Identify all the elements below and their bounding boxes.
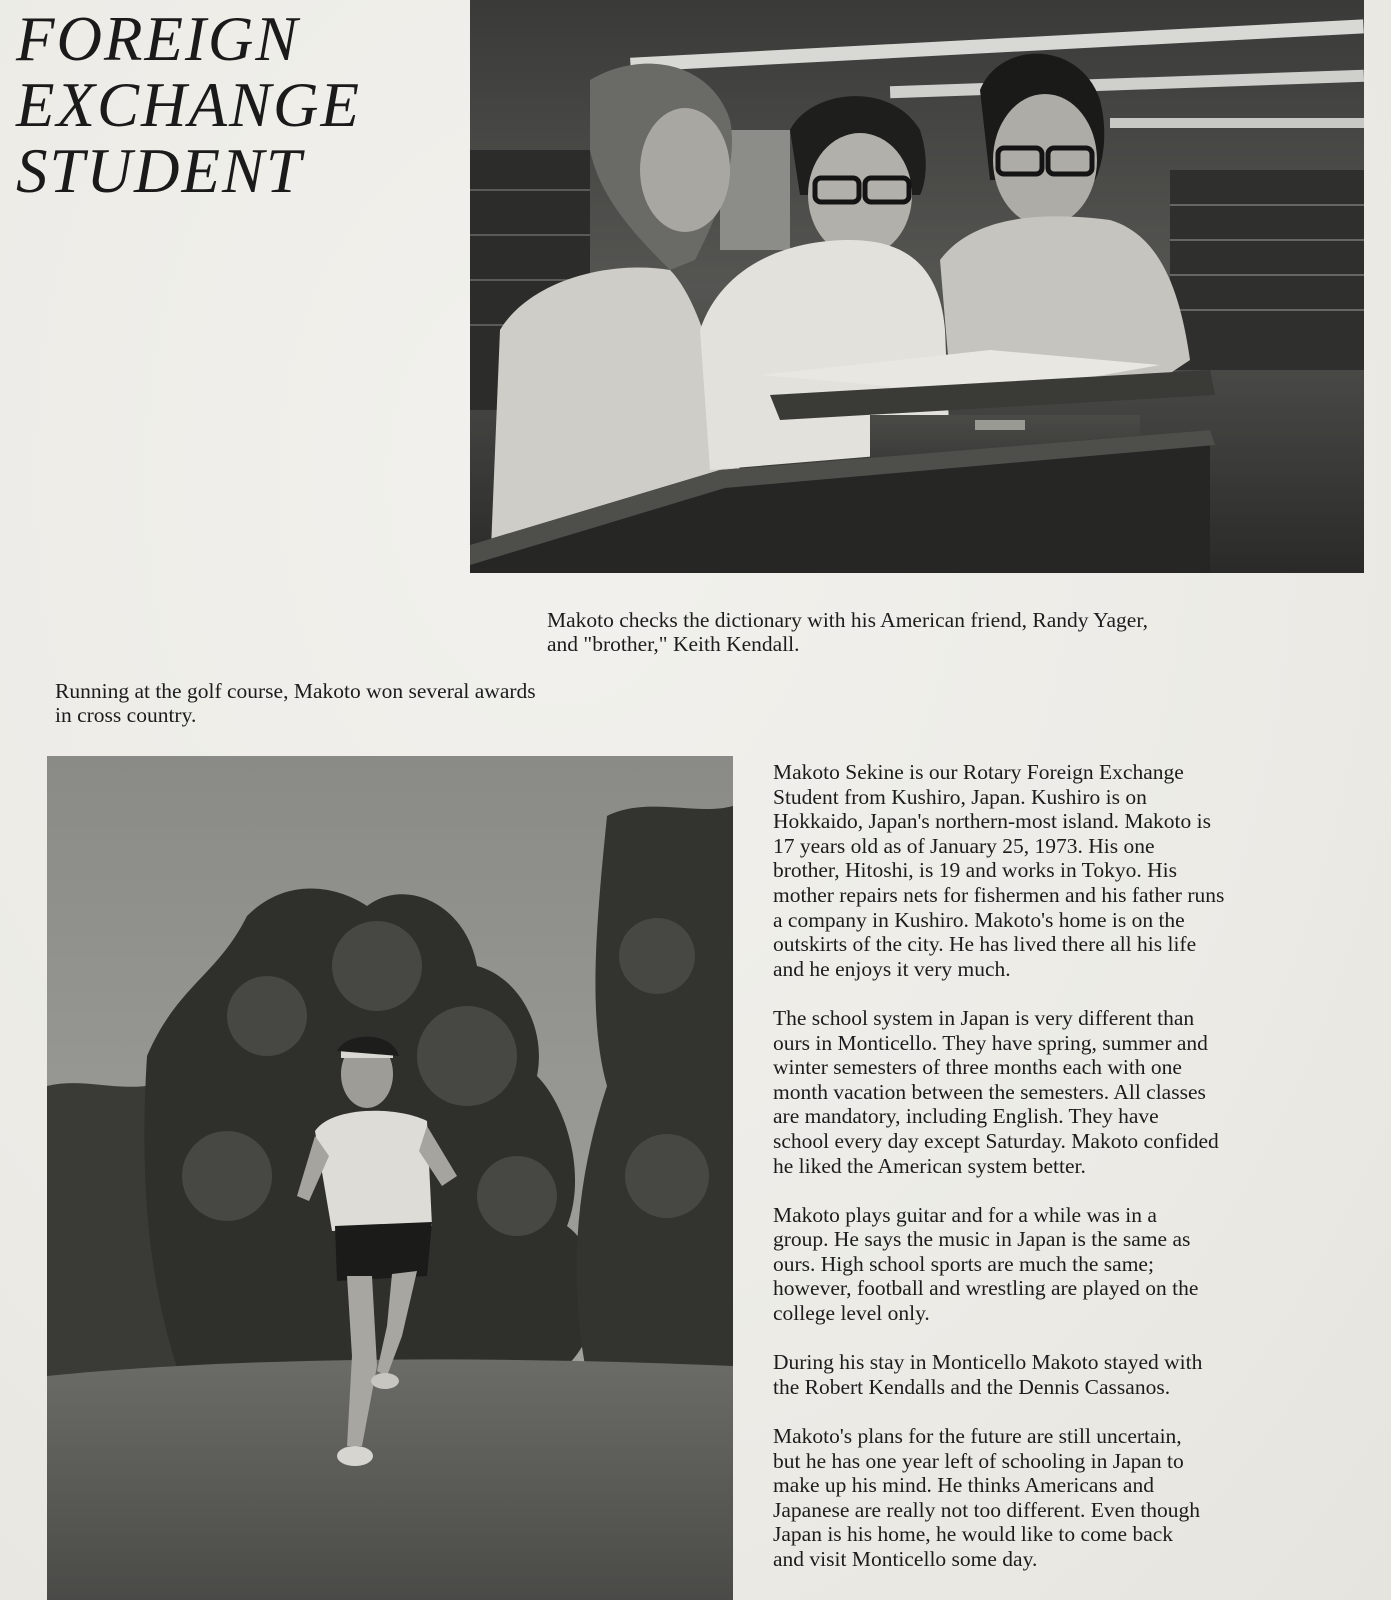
library-photo-illustration	[470, 0, 1364, 573]
text-line: During his stay in Monticello Makoto stayed with	[773, 1350, 1203, 1375]
text-line: Japan is his home, he would like to come back	[773, 1522, 1174, 1547]
text-line: but he has one year left of schooling in Japan to	[773, 1448, 1184, 1473]
text-line: The school system in Japan is very different than	[773, 1005, 1195, 1030]
article-paragraph-5	[773, 1424, 1373, 1572]
caption-line: in cross country.	[55, 703, 197, 727]
text-line: Makoto's plans for the future are still uncertain,	[773, 1424, 1182, 1449]
runner-photo-caption	[55, 679, 536, 727]
text-line: a company in Kushiro. Makoto's home is on the	[773, 907, 1185, 932]
text-line: make up his mind. He thinks Americans and	[773, 1473, 1154, 1498]
text-line: Makoto Sekine is our Rotary Foreign Exchange	[773, 760, 1184, 784]
article-paragraph-3	[773, 1203, 1373, 1326]
title-line-1: FOREIGN	[16, 4, 300, 74]
caption-line: and "brother," Keith Kendall.	[547, 632, 800, 656]
text-line: mother repairs nets for fishermen and his father runs	[773, 882, 1225, 907]
text-line: he liked the American system better.	[773, 1153, 1086, 1178]
text-line: winter semesters of three months each with one	[773, 1055, 1182, 1080]
text-line: Hokkaido, Japan's northern-most island. Makoto is	[773, 809, 1211, 834]
article-body	[773, 760, 1373, 1596]
text-line: month vacation between the semesters. All classes	[773, 1079, 1206, 1104]
article-paragraph-2	[773, 1006, 1373, 1178]
text-line: college level only.	[773, 1301, 930, 1326]
title-line-2: EXCHANGE	[16, 70, 361, 140]
text-line: school every day except Saturday. Makoto confided	[773, 1128, 1219, 1153]
article-paragraph-4	[773, 1350, 1373, 1399]
library-photo	[470, 0, 1364, 573]
text-line: ours in Monticello. They have spring, summer and	[773, 1030, 1208, 1055]
text-line: and visit Monticello some day.	[773, 1547, 1038, 1571]
text-line: and he enjoys it very much.	[773, 956, 1011, 981]
text-line: brother, Hitoshi, is 19 and works in Tokyo. His	[773, 858, 1177, 883]
text-line: are mandatory, including English. They have	[773, 1104, 1159, 1129]
article-paragraph-1	[773, 760, 1373, 981]
caption-line: Makoto checks the dictionary with his American friend, Randy Yager,	[547, 608, 1149, 632]
text-line: Japanese are really not too different. Even though	[773, 1497, 1201, 1522]
text-line: the Robert Kendalls and the Dennis Cassanos.	[773, 1374, 1171, 1399]
text-line: outskirts of the city. He has lived there all his life	[773, 932, 1197, 957]
text-line: group. He says the music in Japan is the same as	[773, 1227, 1191, 1252]
title-line-3: STUDENT	[16, 136, 304, 206]
text-line: ours. High school sports are much the same;	[773, 1251, 1154, 1276]
page-title	[16, 6, 456, 204]
library-photo-caption	[547, 608, 1148, 656]
runner-photo	[47, 756, 733, 1600]
caption-line: Running at the golf course, Makoto won several awards	[55, 679, 536, 703]
text-line: Student from Kushiro, Japan. Kushiro is on	[773, 784, 1147, 809]
text-line: 17 years old as of January 25, 1973. His one	[773, 833, 1155, 858]
text-line: however, football and wrestling are played on the	[773, 1276, 1199, 1301]
text-line: Makoto plays guitar and for a while was in a	[773, 1202, 1157, 1227]
runner-photo-illustration	[47, 756, 733, 1600]
